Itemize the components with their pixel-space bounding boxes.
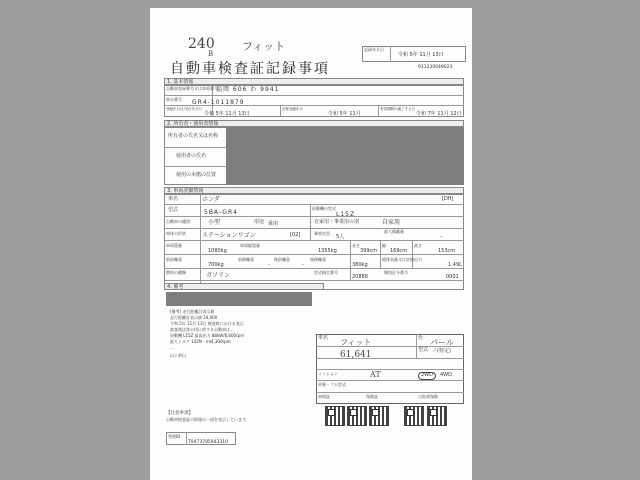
- note-type-value: ノ(特定): [432, 348, 451, 354]
- capacity-label: 乗車定員: [314, 231, 330, 236]
- length-label: 長さ: [352, 243, 360, 248]
- remarks-line: 走行距離計表示値 24,000: [170, 315, 218, 320]
- vehicle-class-value: 小型: [208, 219, 221, 226]
- width-label: 幅: [382, 243, 386, 248]
- use-value: 乗用: [268, 221, 279, 227]
- document-title: 自動車検査証記録事項: [170, 61, 330, 77]
- weight-value: 1080kg: [208, 248, 227, 254]
- registration-label: 自動車登録番号又は車両番号: [166, 86, 218, 91]
- note-name-value: フィット: [340, 338, 372, 347]
- note-check-liability: 自賠責保険: [418, 394, 438, 399]
- handwritten-sub: B: [208, 50, 214, 58]
- notice-title: 【注意事項】: [166, 411, 193, 416]
- remarks-line: [備考] 走行距離計表示値: [170, 309, 215, 314]
- model-value: 5BA-GR4: [204, 209, 238, 216]
- weight-label: 車両重量: [166, 243, 182, 248]
- document-id: 911230049023: [418, 65, 453, 70]
- qr-code: [404, 406, 424, 426]
- note-type-label: 型式: [418, 347, 429, 353]
- engine-label: 原動機の型式: [312, 206, 336, 211]
- model-label: 型式: [168, 207, 179, 213]
- height-label: 高さ: [414, 243, 422, 248]
- handwritten-number: 240: [188, 36, 215, 52]
- remarks-line: 最大トルク 142N・m/4,300rpm: [170, 339, 231, 344]
- handwritten-car-name: フィット: [242, 40, 286, 53]
- length-value: 399cm: [360, 248, 378, 254]
- type-number-label: 型式指定番号: [314, 270, 338, 275]
- owner-label: 所有者の氏名又は名称: [168, 133, 219, 139]
- gross-weight-label: 車両総重量: [240, 243, 260, 248]
- front-rear-axle-label: 前後軸重: [238, 257, 254, 262]
- maker-label: 車名: [168, 196, 179, 202]
- remarks-line: …: [170, 345, 174, 350]
- section-3-header: 3. 車両詳細情報: [164, 187, 464, 194]
- displacement-label: 総排気量又は定格出力: [382, 257, 422, 262]
- section-2-header: 2. 所有者・使用者情報: [164, 120, 464, 127]
- note-name-label: 車名: [318, 335, 329, 341]
- note-mission-value: AT: [370, 370, 381, 379]
- capacity-value: 5人: [336, 234, 345, 240]
- chassis-label: 車台番号: [166, 97, 182, 102]
- rear-axle-value: 380kg: [352, 262, 368, 268]
- fuel-value: ガソリン: [206, 272, 231, 279]
- rear-front-axle-value: -: [302, 262, 304, 268]
- maker-code: [DH]: [442, 196, 454, 202]
- note-mission-label: ミッション: [318, 371, 338, 376]
- remarks-line: 原動機 L15Z 最高出力 88kW/6,600rpm: [170, 333, 245, 338]
- registration-value: 福岡 606 わ 9941: [216, 86, 280, 93]
- registration-date-label: 登録年月日/交付年月日: [166, 107, 203, 111]
- remarks-line: 旅客運送等の用に供する自動車は…: [170, 327, 234, 332]
- section-4-header: 4. 備考: [164, 283, 324, 290]
- rear-front-axle-label: 後前軸重: [274, 257, 290, 262]
- type-number-value: 20888: [352, 274, 368, 280]
- maker-value: ホンダ: [202, 196, 220, 203]
- notice-text: 自動車検査証の情報の一部を表示しています。: [166, 417, 250, 422]
- note-number-value: 61,641: [340, 350, 372, 360]
- fuel-label: 燃料の種類: [166, 270, 186, 275]
- note-fuel-label: 単独・フル型式: [318, 382, 346, 387]
- inspection-certificate-page: [150, 8, 472, 480]
- qr-code: [427, 406, 447, 426]
- remarks-redaction: [166, 292, 312, 306]
- body-value: ステーションワゴン: [202, 232, 256, 239]
- management-id-value: T9473785943310: [188, 440, 228, 445]
- remarks-line: 令和 5年 11月 13日 検査時における表示: [170, 321, 244, 326]
- body-code: [02]: [290, 232, 301, 238]
- first-registration-label: 初度登録年月: [282, 107, 303, 111]
- note-check-vehicle: 車検証: [318, 394, 330, 399]
- qr-code: [347, 406, 367, 426]
- expiry-value: 令和 7年 11月 12日: [416, 111, 462, 117]
- max-load-value: -: [440, 234, 442, 240]
- issue-date-value: 令和 5年 11月 13日: [398, 52, 444, 58]
- section-1-header: 1. 基本情報: [164, 78, 464, 85]
- note-drive-alt: 4WD: [440, 372, 452, 378]
- use-label: 用途: [254, 219, 265, 225]
- height-value: 153cm: [438, 248, 456, 254]
- note-check-insurance: 保険証: [366, 394, 378, 399]
- purpose-label: 自家用・事業用の別: [314, 219, 360, 225]
- issue-date-label: 記録年月日: [364, 47, 384, 52]
- note-drive-value: 2WD: [418, 372, 436, 380]
- max-load-label: 最大積載量: [384, 229, 404, 234]
- gross-weight-value: 1355kg: [318, 248, 337, 254]
- vehicle-class-label: 自動車の種別: [166, 219, 190, 224]
- displacement-value: 1.49L: [448, 262, 462, 268]
- category-number-label: 類別区分番号: [384, 270, 408, 275]
- remarks-line: 以下余白: [170, 353, 186, 358]
- note-color-value: パール: [430, 338, 454, 347]
- note-color-label: 色: [418, 335, 424, 341]
- engine-value: L15Z: [336, 211, 356, 218]
- width-value: 169cm: [390, 248, 408, 254]
- front-rear-axle-value: -: [268, 262, 270, 268]
- front-axle-value: 700kg: [208, 262, 224, 268]
- owner-redaction: [226, 127, 464, 185]
- first-registration-value: 令和 5年 11月: [328, 111, 361, 117]
- qr-code: [325, 406, 345, 426]
- qr-code: [369, 406, 389, 426]
- front-axle-label: 前前軸重: [166, 257, 182, 262]
- category-number-value: 0001: [446, 274, 459, 280]
- expiry-label: 有効期間の満了する日: [380, 107, 415, 111]
- chassis-value: GR4-1011879: [192, 99, 245, 106]
- registration-date-value: 令和 5年 11月 13日: [204, 111, 250, 117]
- user-label: 使用者の氏名: [176, 153, 207, 159]
- body-label: 車体の形状: [166, 231, 186, 236]
- management-id-label: 管理ID: [168, 434, 181, 439]
- rear-axle-label: 後後軸重: [310, 257, 326, 262]
- location-label: 使用の本拠の位置: [176, 172, 217, 178]
- purpose-value: 自家用: [382, 219, 401, 226]
